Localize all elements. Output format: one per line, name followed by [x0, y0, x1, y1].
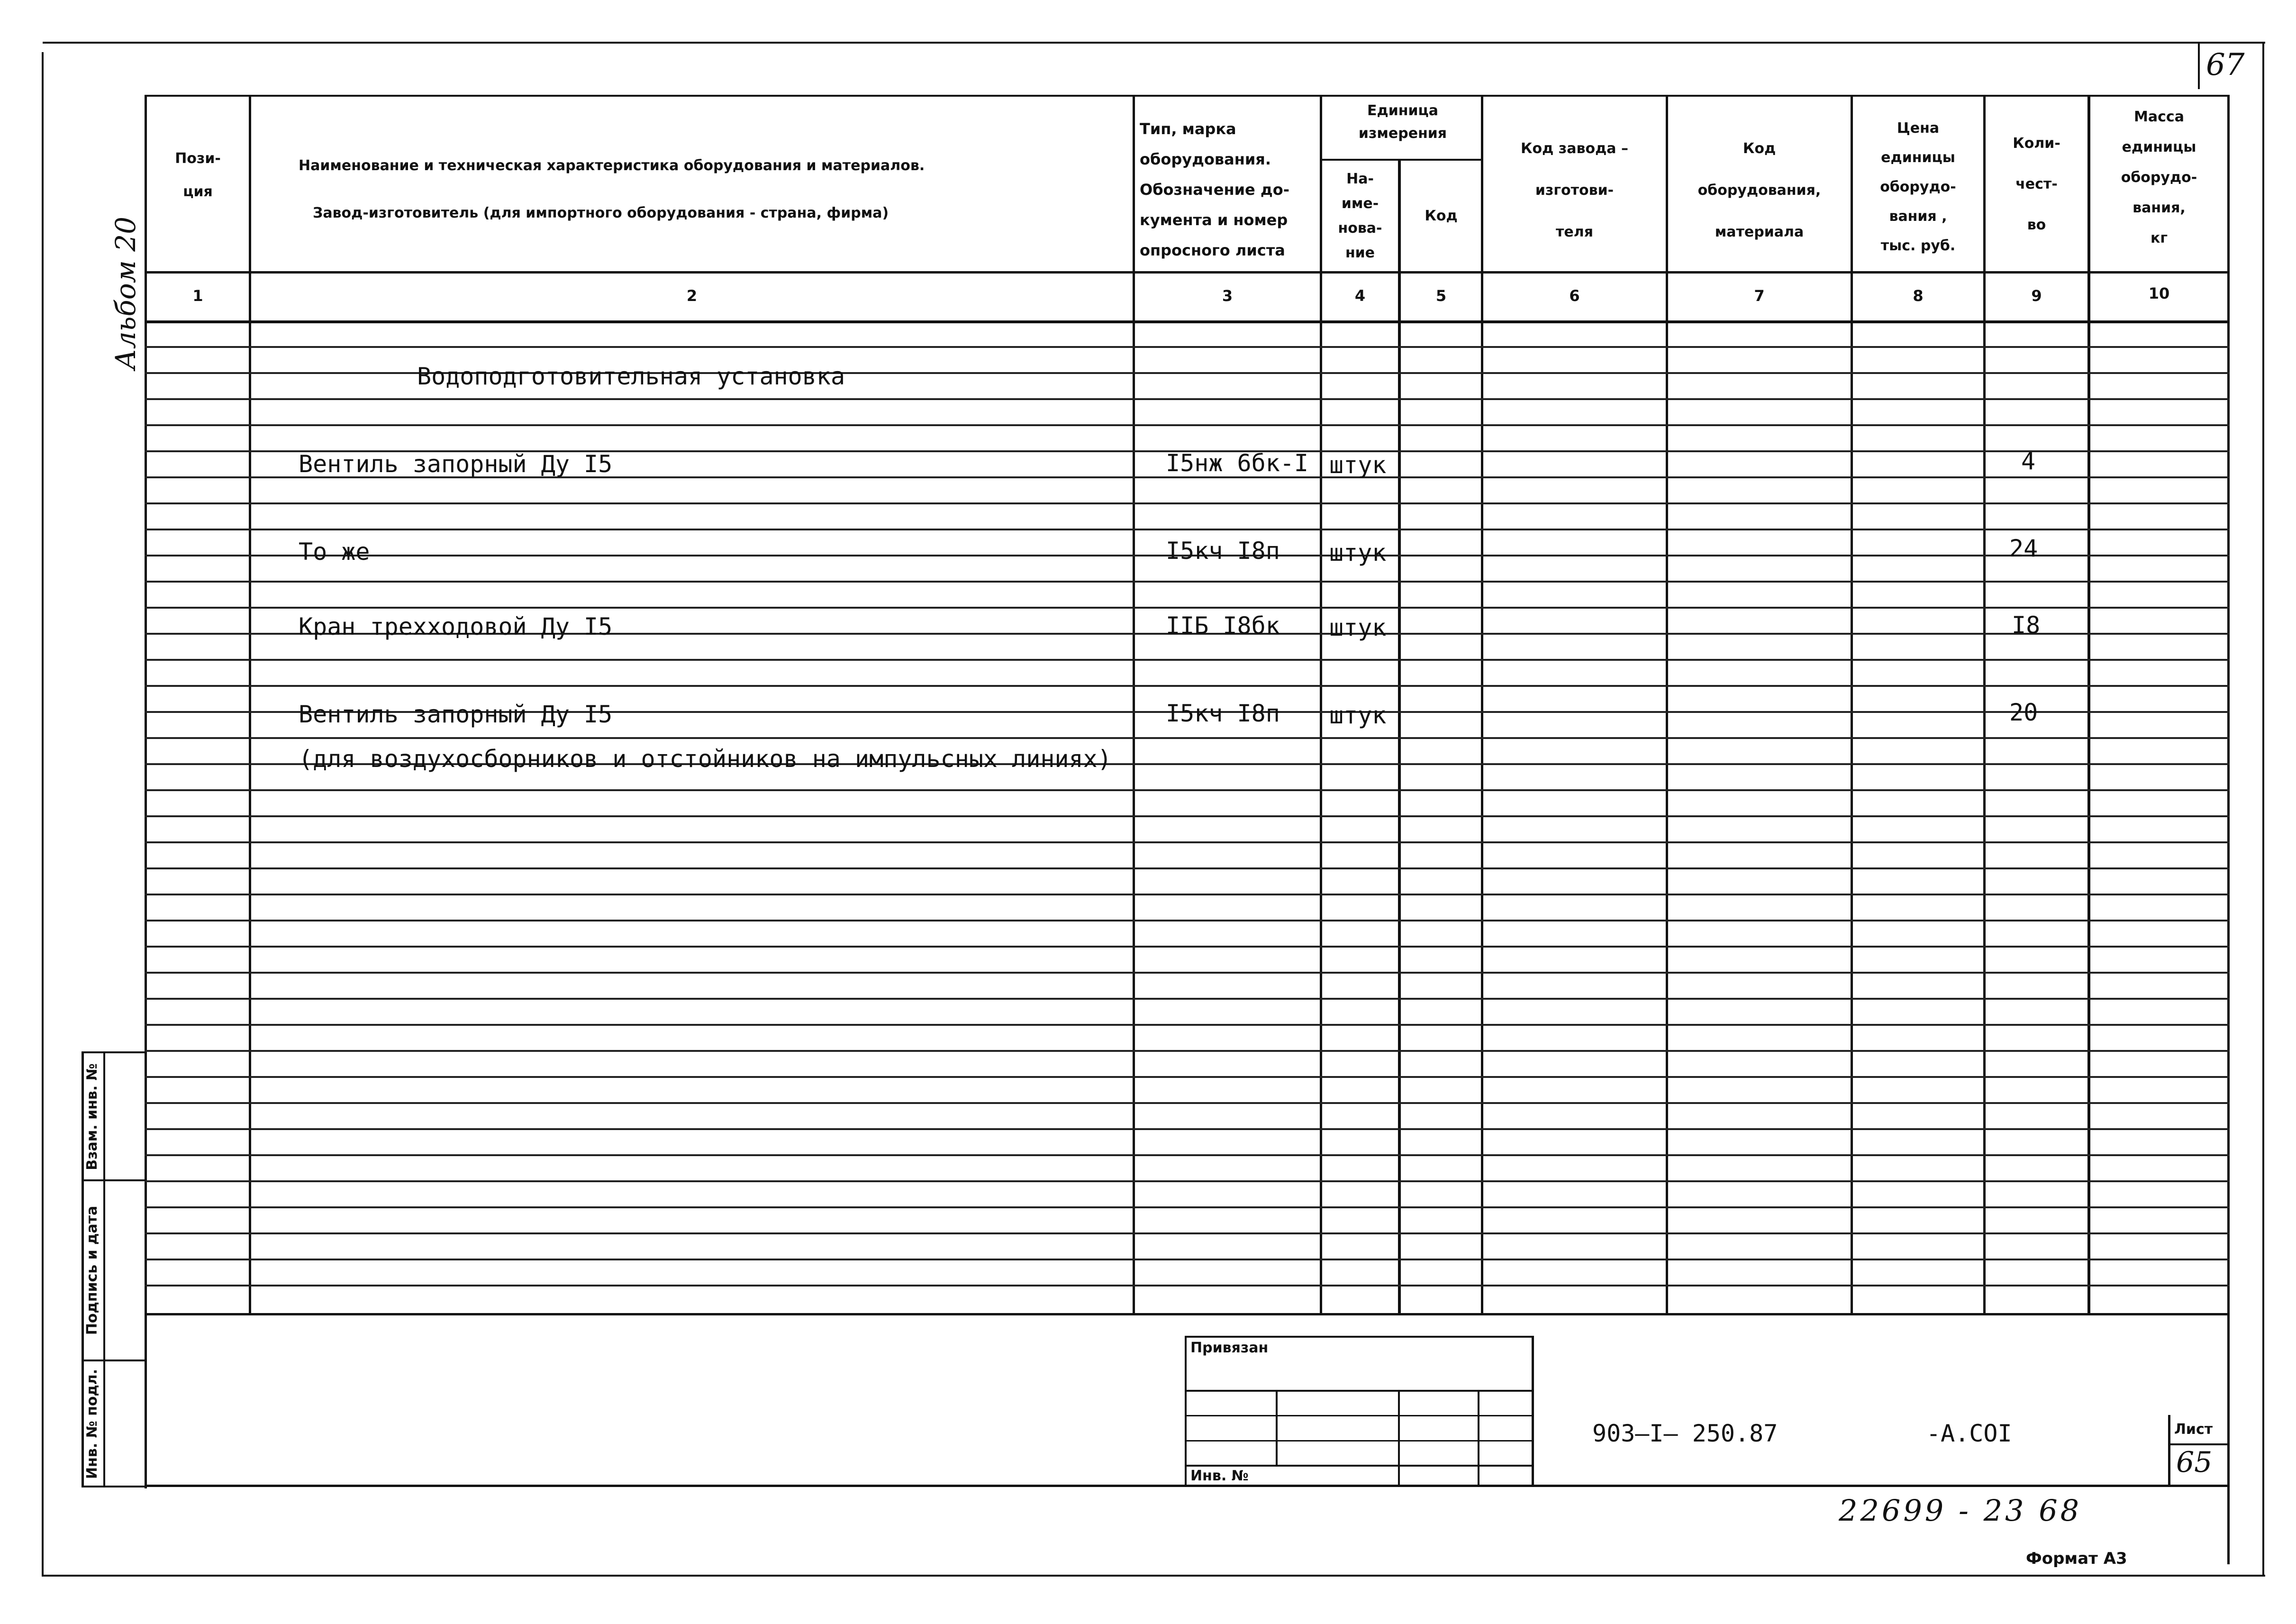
header-col-10-line-4: вания,: [2133, 200, 2186, 216]
header-col-3-line-1: Тип, марка: [1140, 120, 1236, 138]
colno-10: 10: [2148, 284, 2170, 302]
album-label: Альбом 20: [109, 216, 142, 370]
colno-8: 8: [1913, 287, 1924, 305]
header-col-7-line-1: Код: [1742, 140, 1776, 157]
header-col-1-line-2: ция: [183, 183, 213, 200]
table-rule-line: [145, 346, 2230, 348]
frame-left: [42, 52, 44, 1577]
table-rule-line: [145, 659, 2230, 661]
header-col-1: [147, 142, 249, 209]
header-unit-group-line-2: измерения: [1358, 125, 1447, 142]
header-col-5-line-1: Код: [1425, 208, 1458, 224]
header-col-8-line-4: вания ,: [1889, 208, 1947, 225]
header-col-2-line-2: Завод-изготовитель (для импортного оборудования - страна, фирма): [313, 205, 889, 221]
header-col-8-line-3: оборудо-: [1880, 179, 1956, 195]
header-bottom: [145, 271, 2230, 274]
col-sep-4: [1398, 159, 1401, 1314]
row-1-type: I5нж 6бк-I: [1166, 449, 1309, 477]
bottom-code: 22699 - 23 68: [1839, 1493, 2082, 1528]
sheet-box-div: [2168, 1443, 2230, 1445]
header-col-8-line-2: единицы: [1881, 149, 1955, 166]
titleblock-bottom: [145, 1485, 2230, 1487]
table-right: [2227, 95, 2230, 1564]
table-rule-line: [145, 1259, 2230, 1260]
table-top: [145, 95, 2230, 97]
sheet-box-left: [2168, 1415, 2170, 1487]
row-3-type: IIБ I8бк: [1166, 612, 1280, 639]
table-rule-line: [145, 737, 2230, 739]
header-col-6: [1483, 128, 1666, 253]
table-rule-line: [145, 1206, 2230, 1208]
header-col-7-line-3: материала: [1715, 224, 1804, 240]
side-stamp-vzam: Взам. инв. №: [84, 1063, 100, 1170]
header-unit-group: [1322, 100, 1483, 145]
row-1-name: Вентиль запорный Ду I5: [299, 450, 613, 478]
col-sep-5: [1481, 95, 1483, 1314]
header-col-10-line-3: оборудо-: [2121, 169, 2197, 186]
section-title: Водоподготовительная установка: [417, 363, 845, 390]
table-rule-line: [145, 398, 2230, 400]
col-sep-8: [1983, 95, 1986, 1314]
col-sep-2: [1133, 95, 1135, 1314]
privyazan-right: [1532, 1336, 1534, 1487]
side-stamp-podpis: Подпись и дата: [84, 1205, 100, 1335]
col-sep-9: [2087, 95, 2090, 1314]
row-4-unit: штук: [1329, 702, 1387, 729]
row-1-unit: штук: [1329, 451, 1387, 479]
row-2-unit: штук: [1329, 539, 1387, 566]
table-rule-line: [145, 998, 2230, 1000]
header-col-10-line-5: кг: [2150, 230, 2168, 246]
privyazan-line-4: [1185, 1465, 1533, 1467]
privyazan-top: [1185, 1336, 1533, 1338]
col-sep-1: [249, 95, 251, 1314]
doc-code: 903–I– 250.87: [1592, 1420, 1778, 1447]
table-rule-line: [145, 946, 2230, 948]
colno-9: 9: [2031, 287, 2042, 305]
frame-right: [2262, 42, 2264, 1577]
table-rule-line: [145, 972, 2230, 974]
header-col-4-line-4: ние: [1345, 245, 1375, 261]
side-stamp-bottom: [82, 1486, 145, 1487]
header-col-3-line-2: оборудования.: [1140, 150, 1271, 168]
table-rule-line: [145, 685, 2230, 687]
table-rule-line: [145, 1102, 2230, 1104]
table-rule-line: [145, 1024, 2230, 1026]
titleblock-left: [145, 1313, 147, 1487]
row-note: (для воздухосборников и отстойников на импульсных линиях): [299, 745, 1112, 773]
colno-5: 5: [1435, 287, 1447, 305]
frame-top: [43, 42, 2265, 44]
table-rule-line: [145, 1076, 2230, 1078]
col-sep-3: [1320, 95, 1322, 1314]
colno-4: 4: [1354, 287, 1366, 305]
header-unit-group-line-1: Единица: [1367, 102, 1438, 119]
header-col-9-line-2: чест-: [2015, 176, 2058, 192]
row-2-qty: 24: [2009, 535, 2038, 562]
header-col-3-line-4: кумента и номер: [1140, 211, 1288, 229]
colno-1: 1: [192, 287, 203, 305]
colno-3: 3: [1222, 287, 1233, 305]
format-label: Формат А3: [2026, 1549, 2127, 1568]
col-sep-7: [1851, 95, 1853, 1314]
table-rule-line: [145, 841, 2230, 843]
side-stamp-inv-podl: Инв. № подл.: [84, 1369, 100, 1479]
table-body-bottom: [145, 1313, 2230, 1315]
table-rule-line: [145, 1050, 2230, 1052]
row-2-type: I5кч I8п: [1166, 537, 1280, 565]
privyazan-label: Привязан: [1190, 1340, 1269, 1356]
header-col-4-line-2: име-: [1341, 195, 1379, 212]
table-rule-line: [145, 581, 2230, 583]
privyazan-line-3: [1185, 1440, 1533, 1442]
table-rule-line: [145, 1154, 2230, 1156]
header-col-9-line-3: во: [2027, 217, 2046, 233]
row-4-name: Вентиль запорный Ду I5: [299, 701, 613, 728]
header-col-2-line-1: Наименование и техническая характеристика оборудования и материалов.: [299, 157, 925, 174]
row-4-qty: 20: [2009, 699, 2038, 726]
colno-7: 7: [1754, 287, 1765, 305]
privyazan-vline-3: [1478, 1390, 1479, 1487]
table-rule-line: [145, 1285, 2230, 1286]
privyazan-vline-2: [1398, 1390, 1400, 1487]
side-stamp-mid: [103, 1051, 105, 1487]
table-rule-line: [145, 867, 2230, 869]
header-col-6-line-3: теля: [1556, 224, 1593, 240]
header-col-1-line-1: Пози-: [175, 150, 221, 167]
row-2-name: То же: [299, 538, 370, 566]
header-col-7: [1668, 128, 1851, 253]
privyazan-left: [1185, 1336, 1187, 1487]
colno-bottom: [145, 320, 2230, 323]
row-3-name: Кран трехходовой Ду I5: [299, 613, 613, 640]
row-3-unit: штук: [1329, 614, 1387, 641]
table-rule-line: [145, 815, 2230, 817]
sheet-label: Лист: [2174, 1421, 2213, 1438]
doc-suffix: -А.СОI: [1926, 1420, 2012, 1447]
header-col-3-line-3: Обозначение до-: [1140, 181, 1289, 199]
header-col-3-line-5: опросного листа: [1140, 241, 1285, 259]
privyazan-line-2: [1185, 1415, 1533, 1416]
header-col-10: [2090, 102, 2228, 254]
header-col-8: [1853, 114, 1983, 261]
table-rule-line: [145, 1180, 2230, 1182]
table-rule-line: [145, 1232, 2230, 1234]
header-col-4-line-3: нова-: [1338, 220, 1382, 237]
header-col-3: [1140, 114, 1315, 265]
table-rule-line: [145, 1128, 2230, 1130]
inv-no-label: Инв. №: [1190, 1468, 1249, 1484]
colno-2: 2: [686, 287, 698, 305]
frame-bottom: [43, 1575, 2265, 1577]
header-col-5: [1401, 201, 1481, 231]
row-1-qty: 4: [2021, 447, 2036, 475]
table-rule-line: [145, 920, 2230, 921]
table-rule-line: [145, 607, 2230, 609]
header-col-2: [299, 142, 925, 237]
corner-number: 67: [2206, 47, 2245, 82]
header-col-10-line-2: единицы: [2122, 139, 2196, 155]
privyazan-vline-1: [1276, 1390, 1278, 1466]
header-col-8-line-5: тыс. руб.: [1880, 237, 1956, 254]
header-col-8-line-1: Цена: [1897, 120, 1940, 137]
header-col-7-line-2: оборудования,: [1697, 182, 1821, 199]
privyazan-line-1: [1185, 1390, 1533, 1392]
header-col-9-line-1: Коли-: [2013, 135, 2060, 152]
header-col-10-line-1: Масса: [2134, 109, 2184, 125]
table-rule-line: [145, 529, 2230, 530]
corner-box-left: [2198, 42, 2200, 89]
unit-subheader-line: [1322, 159, 1483, 161]
row-4-type: I5кч I8п: [1166, 700, 1280, 727]
sheet-number: 65: [2176, 1446, 2213, 1479]
header-col-6-line-1: Код завода –: [1521, 140, 1628, 157]
header-col-4: [1322, 167, 1398, 265]
table-rule-line: [145, 894, 2230, 895]
colno-6: 6: [1569, 287, 1580, 305]
header-col-9: [1986, 123, 2087, 246]
table-rule-line: [145, 502, 2230, 504]
header-col-4-line-1: На-: [1346, 171, 1374, 187]
header-col-6-line-2: изготови-: [1535, 182, 1614, 199]
row-3-qty: I8: [2012, 611, 2041, 639]
col-sep-6: [1666, 95, 1668, 1314]
table-rule-line: [145, 424, 2230, 426]
table-rule-line: [145, 789, 2230, 791]
